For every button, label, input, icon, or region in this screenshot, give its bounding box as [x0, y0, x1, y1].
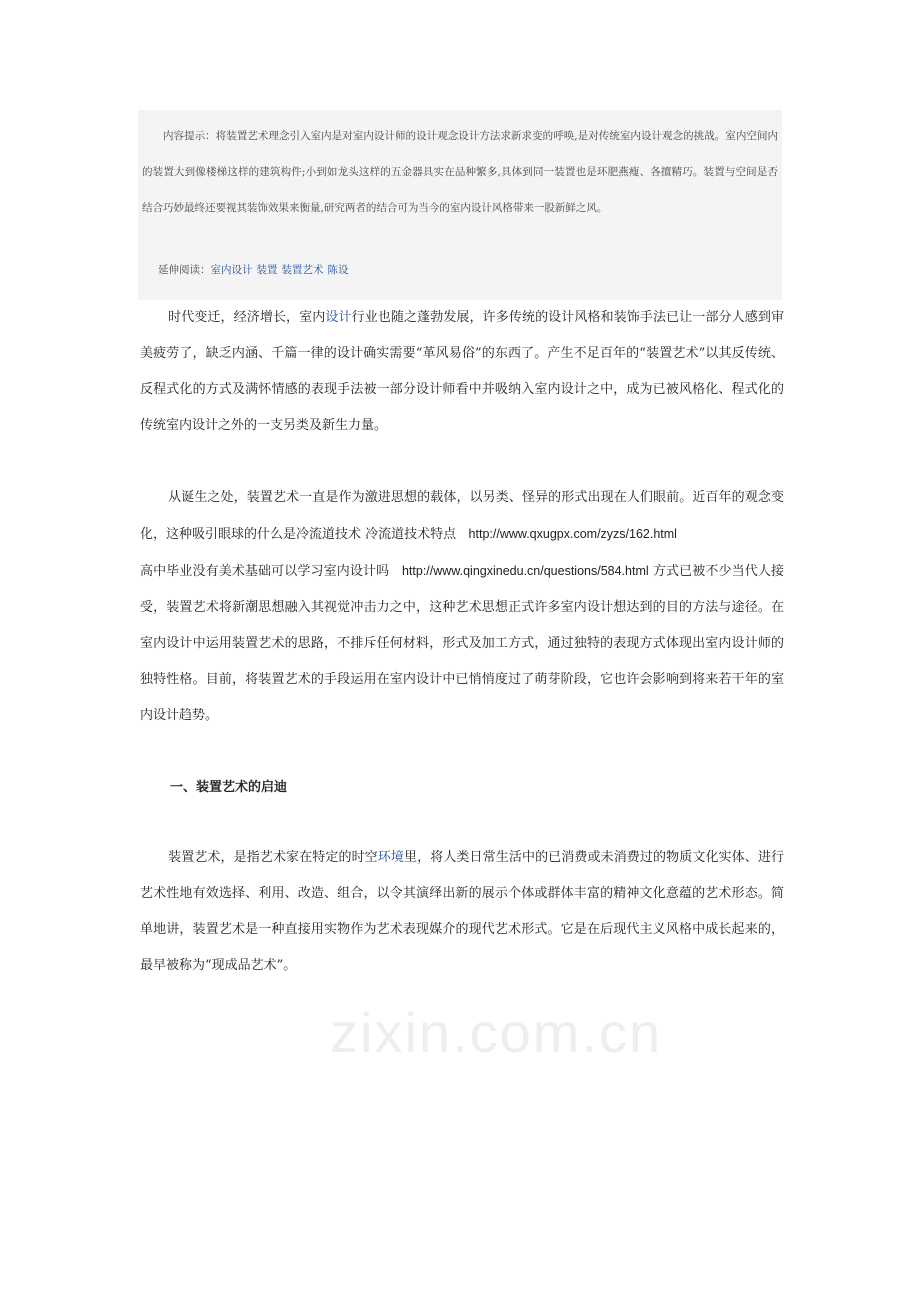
design-link[interactable]: 设计: [325, 310, 352, 325]
paragraph-3-text-b: 里，将人类日常生活中的已消费或未消费过的物质文化实体、进行艺术性地有效选择、利用、改造、组合，以令其演绎出新的展示个体或群体丰富的精神文化意蕴的艺术形态。简单地讲，装置艺术是一种直接用实物作为艺术表现媒介的现代艺术形式。它是在后现代主义风格中成长起来的，最早被称为“现成品艺术”。: [140, 850, 784, 973]
paragraph-2-text-c: 方式已被不少当代人接受，装置艺术将新潮思想融入其视觉冲击力之中，这种艺术思想正式许多室内设计想达到的目的方法与途径。在室内设计中运用装置艺术的思路，不排斥任何材料，形式及加工方式，通过独特的表现方式体现出室内设计师的独特性格。目前，将装置艺术的手段运用在室内设计中已悄悄度过了萌芽阶段，它也许会影响到将来若干年的室内设计趋势。: [140, 564, 784, 723]
environment-link[interactable]: 环境: [377, 850, 405, 865]
paragraph-2-text-b: 高中毕业没有美术基础可以学习室内设计吗: [140, 564, 390, 579]
section-heading: 一、装置艺术的启迪: [170, 780, 288, 795]
related-link-furnishing[interactable]: 陈设: [327, 264, 349, 276]
paragraph-3-text-a: 装置艺术，是指艺术家在特定的时空: [168, 850, 378, 865]
paragraph-2-text-a: 从诞生之处，装置艺术一直是作为激进思想的载体，以另类、怪异的形式出现在人们眼前。近百年的观念变化，这种吸引眼球的什么是冷流道技术 冷流道技术特点: [140, 490, 784, 542]
related-link-installation-art[interactable]: 装置艺术: [281, 264, 324, 276]
related-label: 延伸阅读：: [158, 264, 211, 276]
paragraph-2-block: [140, 480, 784, 734]
summary-box: [138, 110, 782, 300]
paragraph-3: [140, 840, 784, 984]
url-1[interactable]: http://www.qxugpx.com/zyzs/162.html: [468, 527, 677, 541]
paragraph-1: [140, 300, 784, 444]
paragraph-1-block: [140, 300, 784, 444]
paragraph-1-text-b: 行业也随之蓬勃发展，许多传统的设计风格和装饰手法已让一部分人感到审美疲劳了，缺乏内涵、千篇一律的设计确实需要“革风易俗”的东西了。产生不足百年的“装置艺术”以其反传统、反程式化的方式及满怀情感的表现手法被一部分设计师看中并吸纳入室内设计之中，成为已被风格化、程式化的传统室内设计之外的一支另类及新生力量。: [140, 310, 784, 433]
related-reading: [158, 252, 353, 288]
paragraph-3-block: [140, 840, 784, 984]
url-2[interactable]: http://www.qingxinedu.cn/questions/584.html: [401, 564, 649, 578]
watermark: zixin.com.cn: [330, 1001, 663, 1064]
related-link-interior-design[interactable]: 室内设计: [210, 264, 253, 276]
summary-text: 内容提示：将装置艺术理念引入室内是对室内设计师的设计观念设计方法求新求变的呼唤,是对传统室内设计观念的挑战。室内空间内的装置大到像楼梯这样的建筑构件;小到如龙头这样的五金器具实在品种繁多,具体到同一装置也是环肥燕瘦、各擅精巧。装置与空间是否结合巧妙最终还要视其装饰效果来衡量,研究两者的结合可为当今的室内设计风格带来一股新鲜之风。: [142, 130, 778, 214]
paragraph-2: [140, 480, 784, 734]
paragraph-1-text-a: 时代变迁，经济增长，室内: [168, 310, 326, 325]
related-link-installation[interactable]: 装置: [256, 264, 278, 276]
